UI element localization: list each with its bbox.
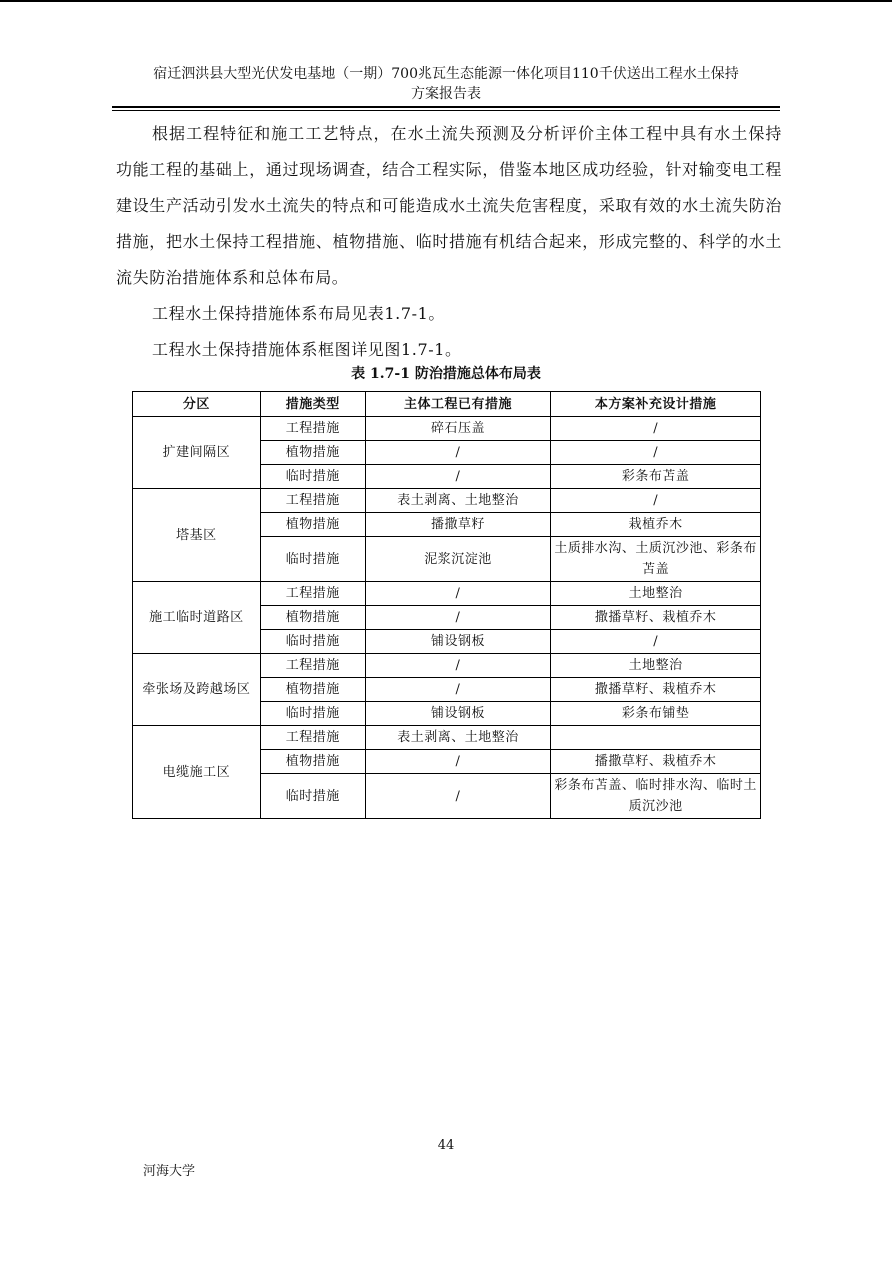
existing-measure-cell: 铺设钢板 <box>365 702 551 726</box>
header-title-line2: 方案报告表 <box>411 86 481 102</box>
existing-measure-cell: / <box>365 441 551 465</box>
existing-measure-cell: 表土剥离、土地整治 <box>365 726 551 750</box>
column-header-measure-type: 措施类型 <box>260 392 365 417</box>
table-row <box>133 726 761 750</box>
supplementary-measure-cell: 撒播草籽、栽植乔木 <box>551 678 761 702</box>
measures-layout-table <box>132 391 761 819</box>
table-row <box>133 417 761 441</box>
zone-cell: 施工临时道路区 <box>133 582 261 654</box>
supplementary-measure-cell: / <box>551 489 761 513</box>
existing-measure-cell: / <box>365 774 551 819</box>
measure-type-cell: 临时措施 <box>260 774 365 819</box>
paragraph-figure-ref: 工程水土保持措施体系框图详见图1.7-1。 <box>152 340 462 359</box>
paragraph-table-ref: 工程水土保持措施体系布局见表1.7-1。 <box>152 304 446 323</box>
existing-measure-cell: / <box>365 750 551 774</box>
table-row <box>133 654 761 678</box>
zone-cell: 电缆施工区 <box>133 726 261 819</box>
top-border-line <box>0 0 892 2</box>
table-row <box>133 582 761 606</box>
measure-type-cell: 临时措施 <box>260 702 365 726</box>
column-header-existing-measures: 主体工程已有措施 <box>365 392 551 417</box>
existing-measure-cell: 播撒草籽 <box>365 513 551 537</box>
column-header-zone: 分区 <box>133 392 261 417</box>
measure-type-cell: 临时措施 <box>260 465 365 489</box>
existing-measure-cell: / <box>365 606 551 630</box>
existing-measure-cell: / <box>365 654 551 678</box>
supplementary-measure-cell: 土质排水沟、土质沉沙池、彩条布苫盖 <box>551 537 761 582</box>
supplementary-measure-cell: 土地整治 <box>551 582 761 606</box>
measure-type-cell: 植物措施 <box>260 441 365 465</box>
measure-type-cell: 植物措施 <box>260 513 365 537</box>
existing-measure-cell: 表土剥离、土地整治 <box>365 489 551 513</box>
measure-type-cell: 工程措施 <box>260 726 365 750</box>
measure-type-cell: 工程措施 <box>260 654 365 678</box>
zone-cell: 牵张场及跨越场区 <box>133 654 261 726</box>
footer-organization: 河海大学 <box>143 1164 196 1179</box>
supplementary-measure-cell: 撒播草籽、栽植乔木 <box>551 606 761 630</box>
existing-measure-cell: 碎石压盖 <box>365 417 551 441</box>
existing-measure-cell: / <box>365 582 551 606</box>
header-rule-thin <box>112 110 780 111</box>
measure-type-cell: 工程措施 <box>260 582 365 606</box>
existing-measure-cell: / <box>365 678 551 702</box>
zone-cell: 塔基区 <box>133 489 261 582</box>
supplementary-measure-cell: 彩条布铺垫 <box>551 702 761 726</box>
existing-measure-cell: 铺设钢板 <box>365 630 551 654</box>
measure-type-cell: 植物措施 <box>260 606 365 630</box>
column-header-supplementary-measures: 本方案补充设计措施 <box>551 392 761 417</box>
zone-cell: 扩建间隔区 <box>133 417 261 489</box>
table-caption: 表 1.7-1 防治措施总体布局表 <box>351 366 541 382</box>
supplementary-measure-cell: 土地整治 <box>551 654 761 678</box>
page-number: 44 <box>437 1138 455 1153</box>
table-header-row <box>133 392 761 417</box>
measure-type-cell: 植物措施 <box>260 750 365 774</box>
header-rule-thick <box>112 106 780 108</box>
paragraph-intro: 根据工程特征和施工工艺特点，在水土流失预测及分析评价主体工程中具有水土保持功能工程的基础上，通过现场调查，结合工程实际，借鉴本地区成功经验，针对输变电工程建设生产活动引发水土流失的特点和可能造成水土流失危害程度，采取有效的水土流失防治措施，把水土保持工程措施、植物措施、临时措施有机结合起来，形成完整的、科学的水土流失防治措施体系和总体布局。 <box>116 124 782 287</box>
header-title-line1: 宿迁泗洪县大型光伏发电基地（一期）700兆瓦生态能源一体化项目110千伏送出工程水土保持 <box>153 66 739 82</box>
supplementary-measure-cell: 栽植乔木 <box>551 513 761 537</box>
existing-measure-cell: 泥浆沉淀池 <box>365 537 551 582</box>
measure-type-cell: 临时措施 <box>260 630 365 654</box>
measure-type-cell: 临时措施 <box>260 537 365 582</box>
measure-type-cell: 工程措施 <box>260 417 365 441</box>
table-row <box>133 489 761 513</box>
supplementary-measure-cell <box>551 726 761 750</box>
body-text <box>116 116 782 368</box>
measure-type-cell: 工程措施 <box>260 489 365 513</box>
supplementary-measure-cell: / <box>551 417 761 441</box>
measure-type-cell: 植物措施 <box>260 678 365 702</box>
existing-measure-cell: / <box>365 465 551 489</box>
supplementary-measure-cell: / <box>551 630 761 654</box>
supplementary-measure-cell: 播撒草籽、栽植乔木 <box>551 750 761 774</box>
supplementary-measure-cell: 彩条布苫盖、临时排水沟、临时土质沉沙池 <box>551 774 761 819</box>
supplementary-measure-cell: / <box>551 441 761 465</box>
document-header <box>110 64 782 104</box>
supplementary-measure-cell: 彩条布苫盖 <box>551 465 761 489</box>
